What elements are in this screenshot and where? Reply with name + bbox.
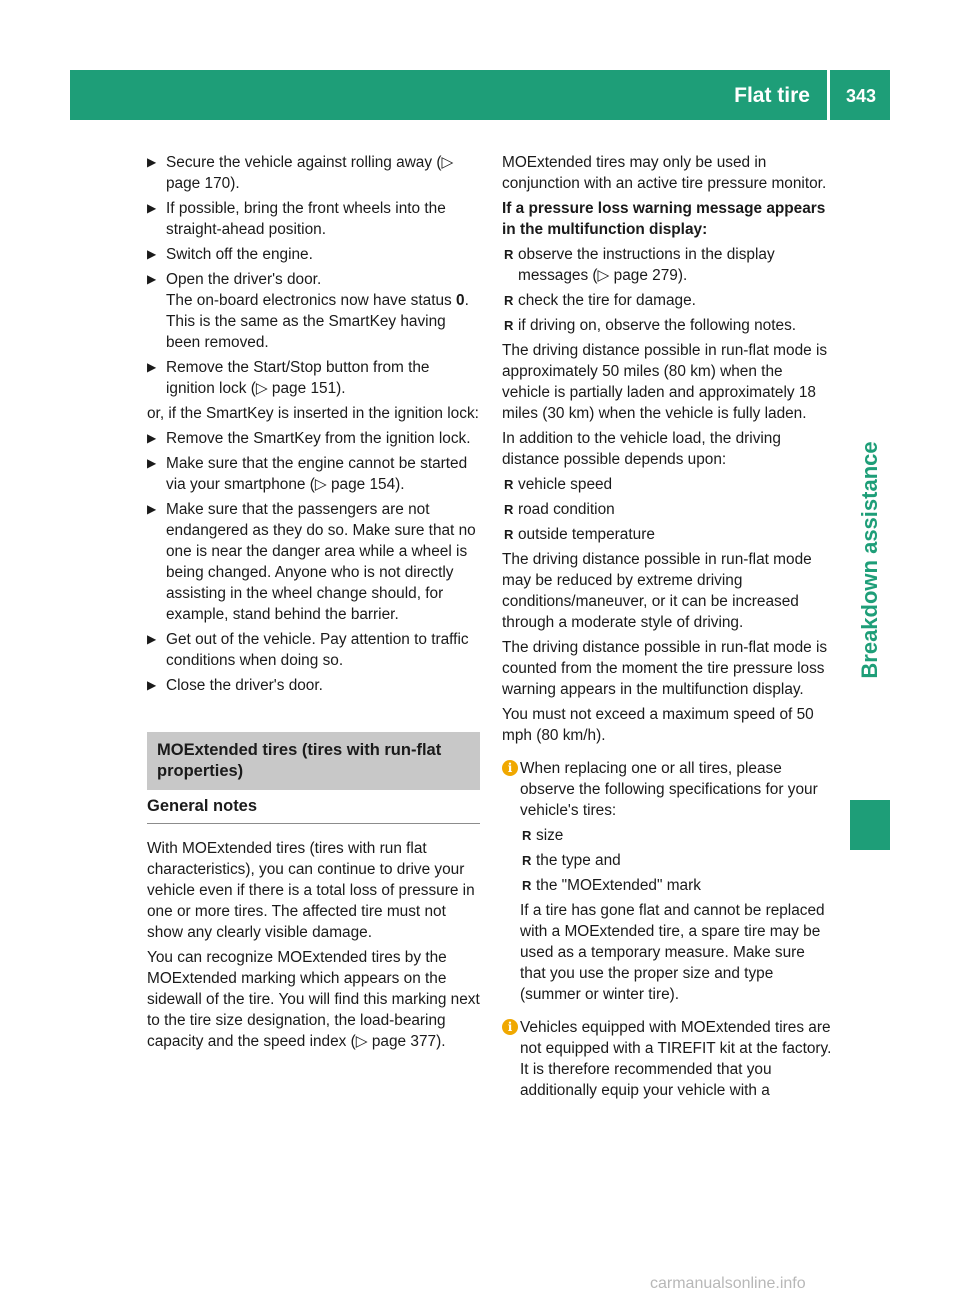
- step-item: ▶ Make sure that the engine cannot be started via your smartphone (▷ page 154).: [147, 455, 468, 493]
- step-item: ▶ Remove the SmartKey from the ignition lock.: [147, 430, 471, 447]
- list-item: R observe the instructions in the display messages (▷ page 279).: [504, 246, 775, 284]
- paragraph: The driving distance possible in run-flat mode is approximately 50 miles (80 km) when the vehicle is partially laden and approximately 18 miles (30 km) when the vehicle is fully laden.: [502, 342, 828, 422]
- right-column: [502, 152, 834, 1105]
- info-icon: i: [502, 1019, 518, 1035]
- side-tab-marker: [850, 800, 890, 850]
- arrow-right-icon: ▶: [147, 678, 157, 692]
- paragraph: In addition to the vehicle load, the driving distance possible depends upon:: [502, 430, 781, 468]
- paragraph: The driving distance possible in run-flat mode may be reduced by extreme driving conditions/maneuver, or it can be increased through a moderate style of driving.: [502, 551, 812, 631]
- step-item: ▶ Secure the vehicle against rolling away (▷ page 170).: [147, 154, 454, 192]
- step-note: The on-board electronics now have status 0. This is the same as the SmartKey having been removed.: [166, 292, 469, 351]
- list-item: R check the tire for damage.: [504, 292, 696, 309]
- header-divider: [827, 70, 830, 120]
- left-column: [147, 152, 480, 1056]
- r-bullet-icon: R: [504, 247, 514, 262]
- paragraph: The driving distance possible in run-flat mode is counted from the moment the tire pressure loss warning appears in the multifunction display.: [502, 639, 828, 698]
- arrow-right-icon: ▶: [147, 272, 157, 286]
- step-item: ▶ Make sure that the passengers are not endangered as they do so. Make sure that no one is near the danger area while a wheel is being changed. Anyone who is not directly assisting in the wheel change should, for example, stand behind the barrier.: [147, 501, 476, 623]
- paragraph: You must not exceed a maximum speed of 50 mph (80 km/h).: [502, 706, 814, 744]
- r-bullet-icon: R: [522, 878, 532, 893]
- step-item: ▶ Close the driver's door.: [147, 677, 323, 694]
- step-item: ▶ Open the driver's door. The on-board electronics now have status 0. This is the same as the SmartKey having been removed.: [147, 271, 469, 351]
- list-item: R size: [522, 827, 564, 844]
- section-title: MOExtended tires (tires with run-flat properties): [147, 732, 480, 790]
- side-tab-label: Breakdown assistance: [857, 441, 882, 679]
- paragraph: You can recognize MOExtended tires by the MOExtended marking which appears on the sidewall of the tire. You will find this marking next to the tire size designation, the load-bearing capacity and the speed index (▷ page 377).: [147, 949, 480, 1050]
- page-number: 343: [845, 86, 877, 106]
- r-bullet-icon: R: [504, 477, 514, 492]
- r-bullet-icon: R: [522, 853, 532, 868]
- watermark: carmanualsonline.info: [650, 1275, 806, 1292]
- arrow-right-icon: ▶: [147, 431, 157, 445]
- r-bullet-icon: R: [504, 318, 514, 333]
- info-note: i When replacing one or all tires, please observe the following specifications for your vehicle's tires: R size R the type and R the "MOExtended" mark If a tire has gone flat and cannot be replaced with a MOExtended tire, a spare tire may be used as a temporary measure. Make sure that you use the proper size and type (summer or winter tire).: [502, 758, 834, 1005]
- list-item: R vehicle speed: [504, 476, 613, 493]
- arrow-right-icon: ▶: [147, 155, 157, 169]
- list-item: R road condition: [504, 501, 615, 518]
- arrow-right-icon: ▶: [147, 502, 157, 516]
- r-bullet-icon: R: [504, 293, 514, 308]
- info-icon: i: [502, 760, 518, 776]
- list-item: R the type and: [522, 852, 621, 869]
- list-item: R the "MOExtended" mark: [522, 877, 701, 894]
- step-item: ▶ Switch off the engine.: [147, 246, 313, 263]
- info-note: i Vehicles equipped with MOExtended tires are not equipped with a TIREFIT kit at the factory. It is therefore recommended that you additionally equip your vehicle with a: [502, 1017, 834, 1101]
- step-item: ▶ Get out of the vehicle. Pay attention to traffic conditions when doing so.: [147, 631, 469, 669]
- subheading: General notes: [147, 796, 480, 824]
- paragraph: With MOExtended tires (tires with run flat characteristics), you can continue to drive your vehicle even if there is a total loss of pressure in one or more tires. The affected tire must not show any clearly visible damage.: [147, 840, 475, 941]
- header-title: Flat tire: [734, 84, 810, 107]
- r-bullet-icon: R: [504, 502, 514, 517]
- bold-heading: If a pressure loss warning message appears in the multifunction display:: [502, 200, 826, 238]
- page-header: [70, 70, 890, 120]
- step-item: ▶ If possible, bring the front wheels into the straight-ahead position.: [147, 200, 446, 238]
- arrow-right-icon: ▶: [147, 247, 157, 261]
- r-bullet-icon: R: [522, 828, 532, 843]
- list-item: R if driving on, observe the following notes.: [504, 317, 797, 334]
- paragraph: MOExtended tires may only be used in conjunction with an active tire pressure monitor.: [502, 154, 827, 192]
- step-item: ▶ Remove the Start/Stop button from the ignition lock (▷ page 151).: [147, 359, 430, 397]
- arrow-right-icon: ▶: [147, 456, 157, 470]
- arrow-right-icon: ▶: [147, 632, 157, 646]
- arrow-right-icon: ▶: [147, 360, 157, 374]
- r-bullet-icon: R: [504, 527, 514, 542]
- arrow-right-icon: ▶: [147, 201, 157, 215]
- list-item: R outside temperature: [504, 526, 655, 543]
- or-text: or, if the SmartKey is inserted in the ignition lock:: [147, 405, 479, 422]
